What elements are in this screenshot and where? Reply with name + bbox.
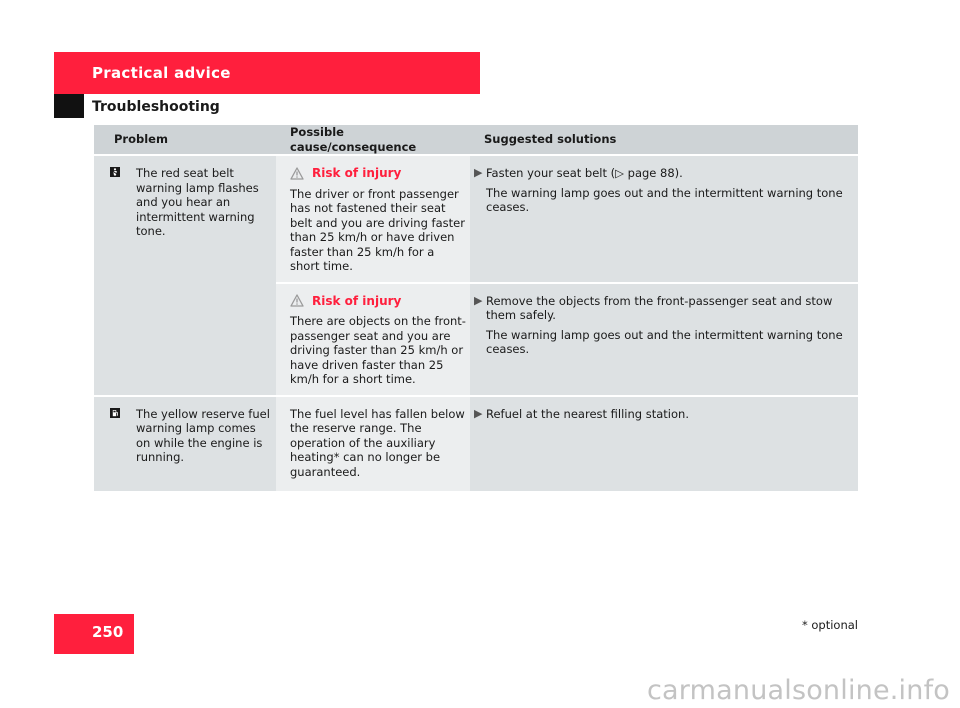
column-header-cause: Possible cause/consequence — [276, 125, 470, 154]
solution-cell — [470, 282, 858, 395]
table-row — [94, 395, 858, 492]
watermark: carmanualsonline.info — [647, 675, 950, 706]
problem-text: The yellow reserve fuel warning lamp comes on while the engine is running. — [136, 406, 270, 464]
risk-warning — [290, 166, 466, 181]
step-arrow-icon: ▶ — [474, 166, 483, 179]
solution-cell — [470, 395, 858, 492]
page-number-box — [54, 614, 134, 654]
solution-step: Refuel at the nearest filling station. — [486, 406, 689, 421]
cause-cell — [276, 154, 470, 282]
problem-text: The red seat belt warning lamp flashes and you hear an intermittent warning tone. — [136, 166, 259, 238]
cause-cell — [276, 282, 470, 395]
solution-step: Remove the objects from the front-passenger seat and stow them safely. — [486, 293, 833, 322]
solution-step: Fasten your seat belt (▷ page 88). — [486, 166, 683, 180]
problem-cell — [94, 395, 276, 492]
table-row — [94, 154, 858, 282]
column-header-problem: Problem — [94, 125, 276, 154]
column-header-solutions: Suggested solutions — [470, 125, 858, 154]
section-header-bar — [54, 52, 480, 94]
solution-cell — [470, 154, 858, 282]
footnote: * optional — [801, 618, 858, 632]
cause-text: There are objects on the front-passenger seat and you are driving faster than 25 km/h or have driven faster than 25 km/h for a short time. — [290, 314, 466, 386]
table-header-row — [94, 125, 858, 154]
risk-warning — [290, 294, 466, 309]
problem-cell — [94, 154, 276, 395]
section-title: Practical advice — [92, 64, 231, 82]
cause-text: The fuel level has fallen below the reserve range. The operation of the auxiliary heating* can no longer be guaranteed. — [290, 406, 465, 479]
seat-belt-warning-icon — [110, 167, 120, 177]
page-number: 250 — [92, 623, 124, 641]
troubleshooting-table — [94, 125, 858, 491]
solution-note: The warning lamp goes out and the intermittent warning tone ceases. — [486, 327, 843, 356]
fuel-reserve-icon — [110, 408, 120, 418]
subsection-title: Troubleshooting — [92, 99, 220, 115]
step-arrow-icon: ▶ — [474, 293, 483, 307]
risk-title: Risk of injury — [312, 166, 402, 180]
cause-text: The driver or front passenger has not fastened their seat belt and you are driving faster than 25 km/h or have driven faster than 25 km/h for a short time. — [290, 186, 465, 273]
warning-triangle-icon — [290, 294, 304, 307]
cause-cell — [276, 395, 470, 492]
risk-title: Risk of injury — [312, 293, 402, 308]
solution-note: The warning lamp goes out and the intermittent warning tone ceases. — [486, 185, 843, 214]
step-arrow-icon: ▶ — [474, 406, 483, 420]
subsection-marker — [54, 94, 84, 118]
warning-triangle-icon — [290, 167, 304, 180]
